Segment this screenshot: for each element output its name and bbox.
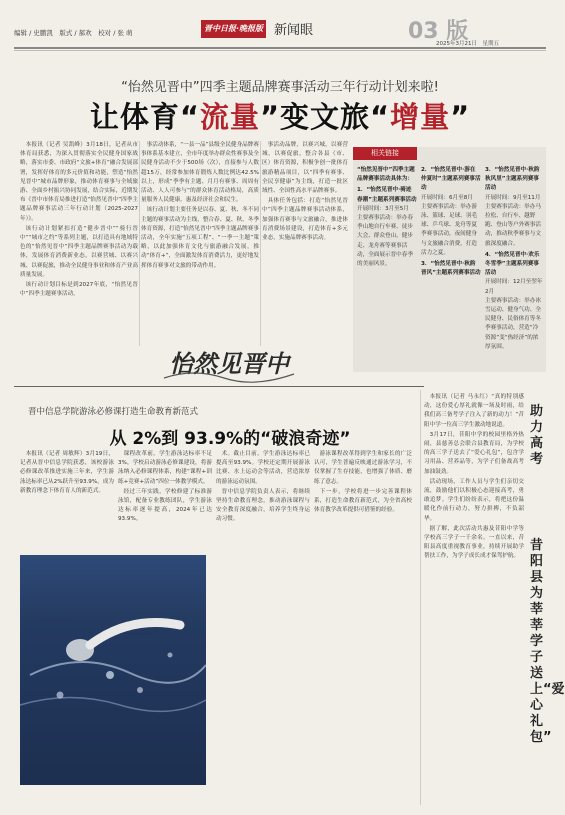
article1-column-2: 事活动体系，“一县一品”县级全民健身品牌赛事体系基本建立，全市年度举办群众性赛事及全民健身活动不少于500场（次），直接参与人数超15万，经常参加体育锻炼人数比例达42.5%以上，形成“季季有主题、月月有赛事、周周有活动、人人可参与”的群众体育活动格局，高质量服务人民健康，惠及经济社会和民生。 该行动计划主要任务是以春、夏、秋、冬不同主题的赛事活动为主线，整合春、夏、秋、冬季体育资源，打造“怡然见晋中”四季主题品牌赛事活动，全年实施“五项工程”、“一季一主题”策略，以此加强体育文化与旅游融合发展，推动“体育+”，全面激发体育消费活力，更好地发挥体育赛事对文旅的带动作用。 bbox=[141, 142, 259, 269]
article3-body: 本报讯（记者 马永红）“真的特别感动，这份爱心厚礼就像一场及时雨，给我们高三备考学子注入了新的动力！”昔阳中学一位高三学生激动地说道。 3月17日，昔阳中学的校园里格外热闹，县慈善总会联合县教育局，为学校的高三学子送去了“爱心礼包”，包含学习用品、营养品等，为学子们备战高考加油鼓劲。 活动现场，工作人员与学生们亲切交流，鼓励他们以积极心态迎接高考，勇敢追梦。学生们纷纷表示，将把这份温暖化作前行动力，努力拼搏，不负韶华。 据了解，此次活动共惠及昔阳中学等学校高三学子一千余名。一直以来，昔阳县高度重视教育事业，持续开展助学帮扶工作，为学子成长成才保驾护航。 bbox=[424, 394, 524, 560]
article1-column-3: 事活动品牌，以赛兴城，以赛营城，以赛促旅，整合各县（市、区）体育资源，积极争创一批体育旅游精品项目，以“四季有赛事、全民享健康”为主线，打造一批区域性、全国性高水平品牌赛事。 具体任务包括：打造“怡然见晋中”四季主题品牌赛事活动体系，加强体育赛事与文旅融合，推进体育消费场景建设，打造体育+多元业态，实施品牌赛事活动。 bbox=[262, 142, 348, 242]
column-rule bbox=[260, 141, 261, 346]
header-rule-thin bbox=[14, 50, 546, 51]
header-rule bbox=[14, 47, 546, 49]
article2-column-3: 术。截止目前，学生游泳达标率已提高至93.9%。学校还定期开展游泳比赛、水上运动会等活动，营造浓厚的游泳运动氛围。 晋中信息学院负责人表示，将继续坚持生命教育理念，推动游泳课程与安全教育深度融合，培养学生终身运动习惯。 bbox=[216, 451, 310, 523]
swimmer-photo bbox=[20, 555, 206, 785]
article2-subheadline: 晋中信息学院游泳必修课打造生命教育新范式 bbox=[28, 407, 199, 417]
calligraphy-text: 怡然见晋中 bbox=[169, 349, 289, 378]
issue-date: 2025年3月21日 星期五 bbox=[436, 41, 499, 47]
related-links-column-1: “怡然见晋中”四季主题品牌赛事活动具体为： 1．“怡然见晋中·骑迹春潮”主题系列赛事活动 开展时间：3月至5月 主要赛事活动：举办春季山地自行车赛、徒步大会、群众登山、健步走、龙舟赛等赛事活动，全面展示晋中春季的美丽风景。 bbox=[357, 167, 417, 268]
article1-column-1: 本报讯（记者 吴凯峰）3月18日，记者从市体育局获悉，为深入贯彻落实全民健身国家战略，落实市委、市政府“文旅+体育”融合发展部署，发挥好体育的多元价值和功能，塑造“怡然见晋中”城市品牌形象，推动体育赛事与全域旅游、全面乡村振兴协同发展，结合实际，近期发布《晋中市体育局推进打造“怡然见晋中”四季主题品牌赛事活动三年行动计划（2025-2027年）》。 该行动计划紧扣打造“健步晋中”“骑行晋中”“城市之约”等系列主题，以打造具有地域特色的“怡然见晋中”四季主题品牌赛事活动为载体，发展体育消费新业态，以赛营城、以赛兴城、以赛促旅，推动全民健身事业和体育产业高质量发展。 该行动计划目标是到2027年底，“怡然见晋中”四季主题赛事活动。 bbox=[20, 142, 138, 298]
article2-column-2: 课程改革前，学生游泳达标率不足3%，学校启动游泳必修课建设，将游泳纳入必修课程体系，构建“课程+训练+竞赛+活动”四位一体教学模式。 经过三年实践，学校修建了标准游泳馆，配备专业教练团队，学生游泳达标率逐年提高，2024年已达93.9%。 bbox=[118, 451, 212, 523]
related-links-column-3: 3．“怡然见晋中·秋韵秋风里”主题系列赛事活动 开展时间：9月至11月 主要赛事活动：举办马拉松、自行车、越野跑、登山等户外赛事活动，推动秋季赛事与文旅深度融合。 4．“怡然见晋中·欢乐冬雪季”主题系列赛事活动 开展时间：12月至翌年2月 主要赛事活动：举办冰雪运动、健身气功、全民健身、民俗体育等冬季赛事活动，营造“冷资源”变“热经济”的浓厚氛围。 bbox=[485, 167, 543, 350]
article2-headline: 从 2%到 93.9%的“破浪奇迹” bbox=[109, 429, 351, 449]
related-links-tag: 相关链接 bbox=[353, 147, 417, 160]
article3-vertical-headline: 昔阳县为莘莘学子送上“爱心礼包” bbox=[530, 538, 565, 745]
article2-column-4: 游泳课程改革得到学生和家长的广泛认可，学生普遍反映通过游泳学习，不仅掌握了生存技能，也增强了体质、磨练了意志。 下一步，学校将进一步完善课程体系，打造生命教育新范式，为全省高校体育教学改革提供可借鉴的经验。 bbox=[314, 451, 412, 514]
section-title: 新闻眼 bbox=[274, 23, 314, 38]
headline-emphasis-1: 流量 bbox=[199, 100, 260, 134]
calligraphy-logo bbox=[154, 344, 304, 384]
staff-credits: 编辑 / 史鹏凯 版式 / 郝欢 校对 / 张 萌 bbox=[14, 29, 133, 37]
headline-emphasis-2: 增量 bbox=[390, 100, 451, 134]
article2-column-1: 本报讯（记者 周敏辉）3月19日，记者从晋中信息学院获悉，该校游泳必修课改革推进实施三年来，学生游泳达标率已从2%跃升至93.9%，成为新教育理念下体育育人的新范式。 bbox=[20, 451, 114, 494]
related-links-column-2: 2．“怡然见晋中·游在仲夏时”主题系列赛事活动 开展时间：6月至8月 主要赛事活动：举办游泳、篮球、足球、羽毛球、乒乓球、龙舟等夏季赛事活动，夜间健身与文旅融合消费，打造活力之夏。 3．“怡然见晋中·秋韵晋风”主题系列赛事活动 bbox=[421, 167, 481, 277]
article1-subheadline: “怡然见晋中”四季主题品牌赛事活动三年行动计划来啦! bbox=[121, 80, 439, 95]
article3-vertical-kicker: 助力高考 bbox=[530, 404, 544, 467]
article1-headline: 让体育“流量”变文旅“增量” bbox=[89, 100, 471, 134]
section-divider bbox=[14, 386, 424, 387]
column-rule bbox=[139, 141, 140, 346]
page-number: 03 版 bbox=[408, 19, 469, 44]
newspaper-logo: 晋中日报·晚报版 bbox=[201, 20, 266, 38]
column-rule bbox=[420, 390, 421, 805]
